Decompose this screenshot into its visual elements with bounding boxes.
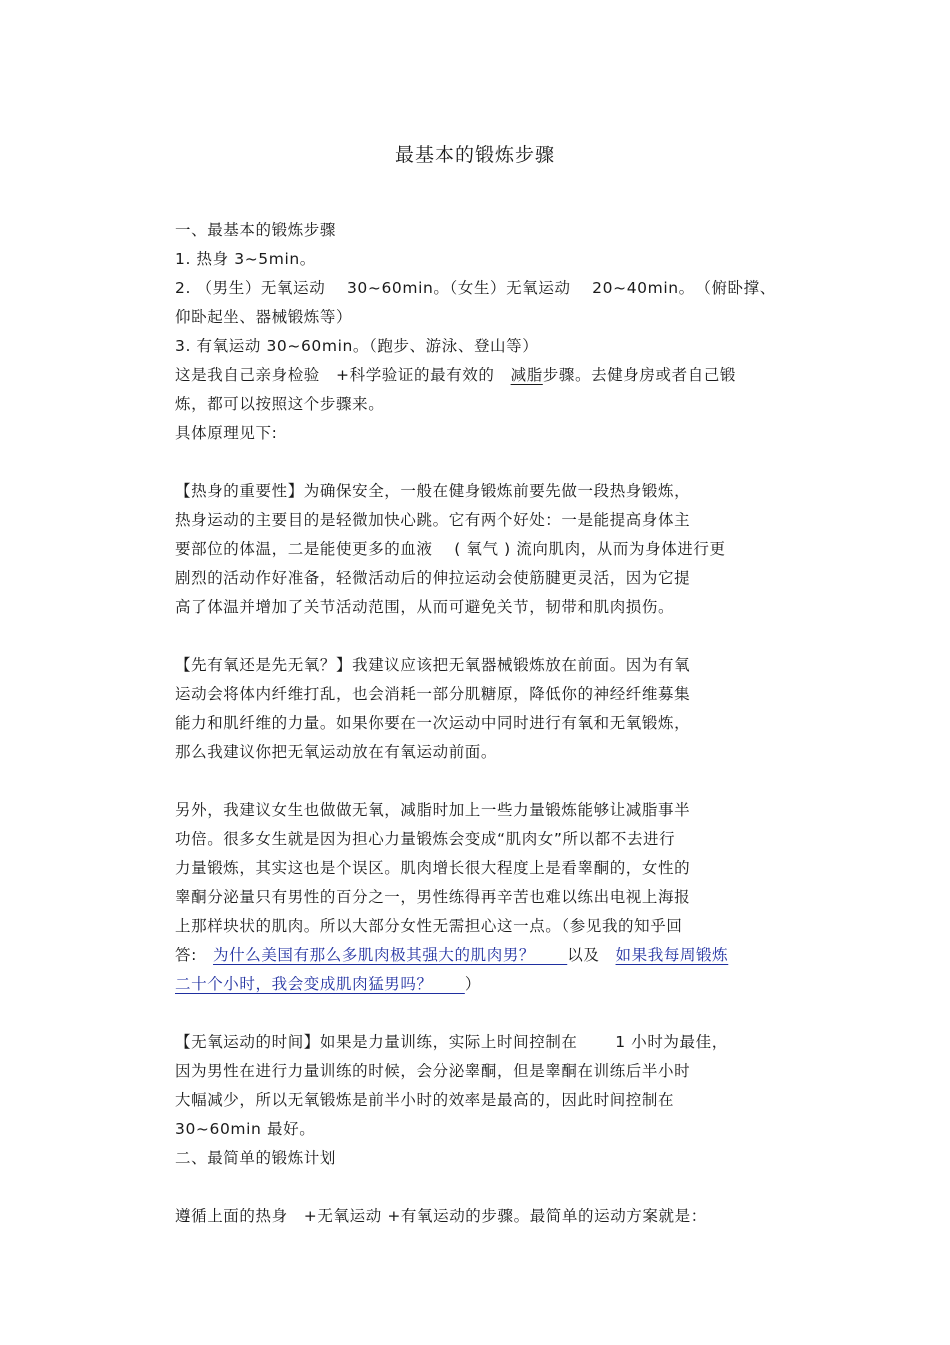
women-line-7 xyxy=(175,970,835,999)
section-heading-1: 一、最基本的锻炼步骤 xyxy=(175,221,337,239)
step-2-line-1: 2. （男生）无氧运动 30~60min。（女生）无氧运动 20~40min。 （俯卧撑、 xyxy=(175,279,776,297)
zhihu-link-twenty-hours[interactable]: 如果我每周锻炼 xyxy=(615,946,729,964)
order-line-4: 那么我建议你把无氧运动放在有氧运动前面。 xyxy=(175,743,498,761)
verify-text-post: 步骤。去健身房或者自己锻 xyxy=(542,366,736,384)
verify-line-2: 炼，都可以按照这个步骤来。 xyxy=(175,395,385,413)
section-heading-2: 二、最简单的锻炼计划 xyxy=(175,1149,337,1167)
order-line-2: 运动会将体内纤维打乱，也会消耗一部分肌糖原，降低你的神经纤维募集 xyxy=(175,685,691,703)
paragraph-gap xyxy=(175,767,835,796)
paragraph-gap xyxy=(175,1173,835,1202)
warmup-line-1: 【热身的重要性】为确保安全，一般在健身锻炼前要先做一段热身锻炼， xyxy=(175,482,691,500)
zhihu-link-muscle-men[interactable]: 为什么美国有那么多肌肉极其强大的肌肉男？ xyxy=(213,946,568,964)
step-3: 3. 有氧运动 30~60min。（跑步、游泳、登山等） xyxy=(175,337,539,355)
women-line-1: 另外，我建议女生也做做无氧，减脂时加上一些力量锻炼能够让减脂事半 xyxy=(175,801,691,819)
order-line-1: 【先有氧还是先无氧？】我建议应该把无氧器械锻炼放在前面。因为有氧 xyxy=(175,656,691,674)
paragraph-gap xyxy=(175,999,835,1028)
time-line-1: 【无氧运动的时间】如果是力量训练，实际上时间控制在 1 小时为最佳， xyxy=(175,1033,728,1051)
warmup-line-4: 剧烈的活动作好准备，轻微活动后的伸拉运动会使筋腱更灵活，因为它提 xyxy=(175,569,691,587)
paragraph-gap xyxy=(175,448,835,477)
time-line-3: 大幅减少，所以无氧锻炼是前半小时的效率是最高的，因此时间控制在 xyxy=(175,1091,675,1109)
verify-text-pre: 这是我自己亲身检验 +科学验证的最有效的 xyxy=(175,366,511,384)
women-line-3: 力量锻炼，其实这也是个误区。肌肉增长很大程度上是看睾酮的，女性的 xyxy=(175,859,691,877)
women-line-6 xyxy=(175,941,835,970)
fat-loss-underlined: 减脂 xyxy=(510,366,543,384)
women-line-5: 上那样块状的肌肉。所以大部分女性无需担心这一点。（参见我的知乎回 xyxy=(175,917,683,935)
step-1: 1. 热身 3~5min。 xyxy=(175,250,316,268)
warmup-line-3: 要部位的体温，二是能使更多的血液 ( 氧气 ) 流向肌肉，从而为身体进行更 xyxy=(175,540,726,558)
verify-line-1 xyxy=(175,361,835,390)
order-line-3: 能力和肌纤维的力量。如果你要在一次运动中同时进行有氧和无氧锻炼， xyxy=(175,714,691,732)
time-line-4: 30~60min 最好。 xyxy=(175,1120,316,1138)
and-text: 以及 xyxy=(567,946,616,964)
women-line-4: 睾酮分泌量只有男性的百分之一，男性练得再辛苦也难以练出电视上海报 xyxy=(175,888,691,906)
follow-line: 遵循上面的热身 +无氧运动 +有氧运动的步骤。最简单的运动方案就是： xyxy=(175,1207,707,1225)
step-2-line-2: 仰卧起坐、器械锻炼等） xyxy=(175,308,353,326)
closing-paren: ） xyxy=(464,975,481,993)
time-line-2: 因为男性在进行力量训练的时候，会分泌睾酮，但是睾酮在训练后半小时 xyxy=(175,1062,691,1080)
document-title: 最基本的锻炼步骤 xyxy=(394,144,555,166)
answer-prefix: 答: xyxy=(175,946,214,964)
document-body xyxy=(175,216,835,1231)
warmup-line-2: 热身运动的主要目的是轻微加快心跳。它有两个好处：一是能提高身体主 xyxy=(175,511,691,529)
warmup-line-5: 高了体温并增加了关节活动范围，从而可避免关节，韧带和肌肉损伤。 xyxy=(175,598,675,616)
women-line-2: 功倍。很多女生就是因为担心力量锻炼会变成“肌肉女”所以都不去进行 xyxy=(175,830,676,848)
principle-line: 具体原理见下: xyxy=(175,424,278,442)
paragraph-gap xyxy=(175,622,835,651)
zhihu-link-twenty-hours-cont[interactable]: 二十个小时，我会变成肌肉猛男吗？ xyxy=(175,975,465,993)
